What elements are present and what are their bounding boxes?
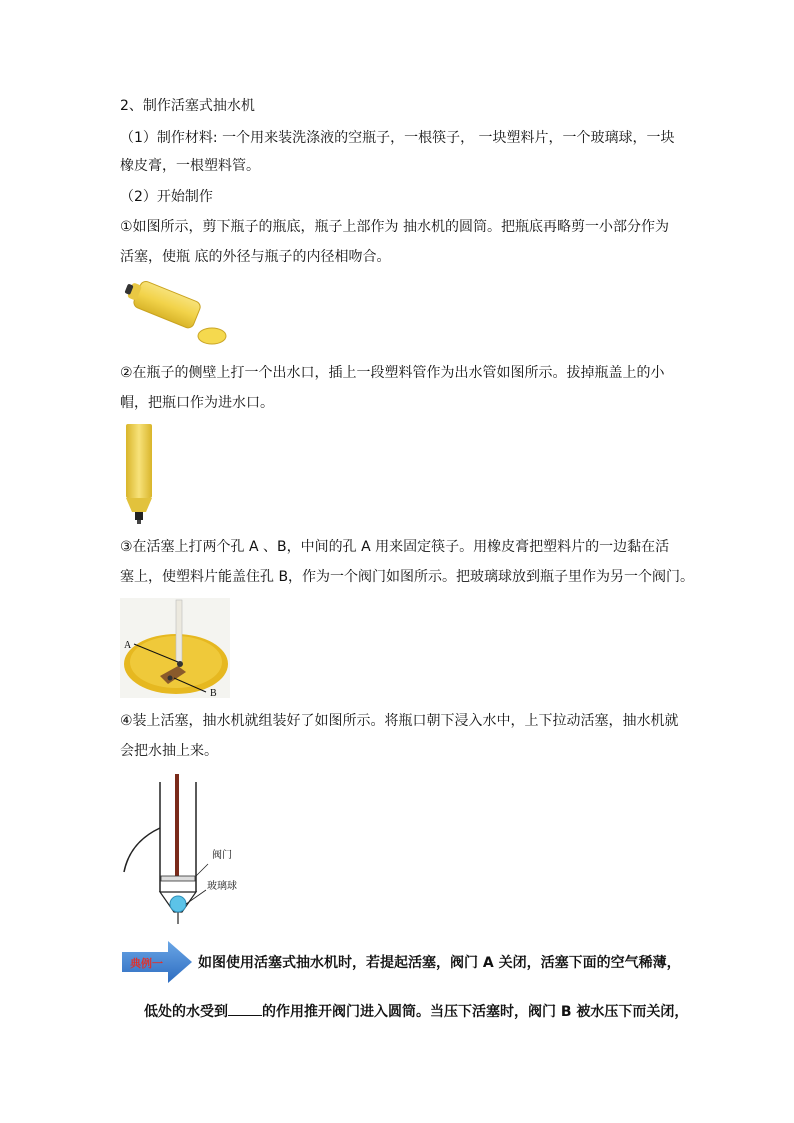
label-b: B bbox=[210, 688, 217, 698]
figure-vertical-bottle bbox=[120, 424, 160, 524]
label-a: A bbox=[124, 640, 132, 651]
materials-line-1: （1）制作材料: 一个用来装洗涤液的空瓶子，一根筷子， 一块塑料片，一个玻璃球，一块 bbox=[120, 130, 675, 146]
figure-piston bbox=[120, 598, 230, 698]
step3-line-2: 塞上，使塑料片能盖住孔 B，作为一个阀门如图所示。把玻璃球放到瓶子里作为另一个阀门。 bbox=[120, 569, 695, 585]
section-title: 2、制作活塞式抽水机 bbox=[120, 98, 255, 114]
answer-blank[interactable] bbox=[228, 1001, 262, 1016]
example-line-1: 如图使用活塞式抽水机时，若提起活塞，阀门 A 关闭，活塞下面的空气稀薄， bbox=[198, 955, 681, 971]
step2-line-2: 帽，把瓶口作为进水口。 bbox=[120, 395, 274, 411]
label-glass-ball: 玻璃球 bbox=[207, 881, 237, 892]
step1-line-1: ①如图所示，剪下瓶子的瓶底，瓶子上部作为 抽水机的圆筒。把瓶底再略剪一小部分作为 bbox=[120, 219, 669, 235]
materials-line-2: 橡皮膏，一根塑料管。 bbox=[120, 158, 260, 174]
figure-cut-bottle bbox=[120, 278, 230, 350]
step4-line-1: ④装上活塞，抽水机就组装好了如图所示。将瓶口朝下浸入水中，上下拉动活塞，抽水机就 bbox=[120, 713, 679, 729]
example-badge-label: 典例一 bbox=[130, 957, 163, 970]
label-valve: 阀门 bbox=[212, 850, 232, 861]
example-line-2-part-b: 的作用推开阀门进入圆筒。当压下活塞时，阀门 B 被水压下而关闭， bbox=[262, 1004, 689, 1020]
example-line-2-part-a: 低处的水受到 bbox=[144, 1004, 228, 1020]
step4-line-2: 会把水抽上来。 bbox=[120, 743, 218, 759]
example-line-2 bbox=[144, 1001, 688, 1022]
step2-line-1: ②在瓶子的侧壁上打一个出水口，插上一段塑料管作为出水管如图所示。拔掉瓶盖上的小 bbox=[120, 365, 665, 381]
start-heading: （2）开始制作 bbox=[120, 189, 213, 205]
example-badge bbox=[122, 941, 192, 983]
step3-line-1: ③在活塞上打两个孔 A 、B，中间的孔 A 用来固定筷子。用橡皮膏把塑料片的一边黏在活 bbox=[120, 539, 670, 555]
step1-line-2: 活塞，使瓶 底的外径与瓶子的内径相吻合。 bbox=[120, 249, 391, 265]
